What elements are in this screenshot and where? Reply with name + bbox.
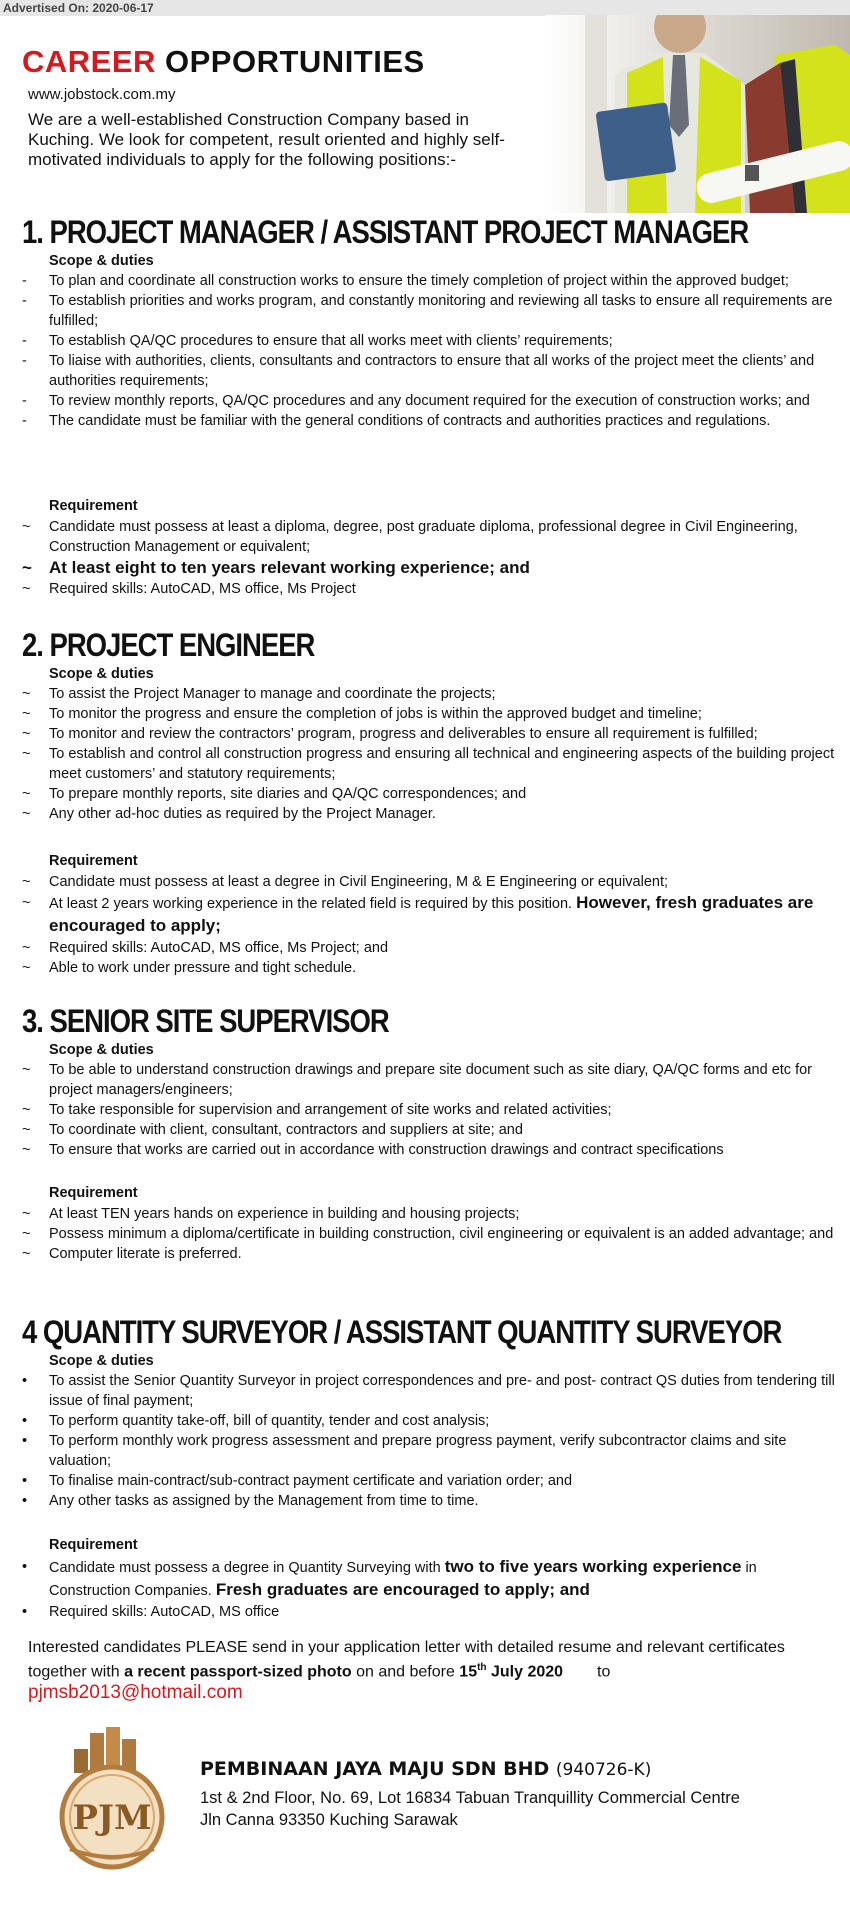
job-4-scope-label: Scope & duties	[49, 1353, 154, 1369]
list-item: ~ Able to work under pressure and tight schedule.	[22, 960, 357, 976]
job-2-duties-list	[22, 684, 842, 824]
list-item: ~ Computer literate is preferred.	[22, 1246, 242, 1262]
experience-emphasis: two to five years working experience	[444, 1557, 742, 1576]
advertised-date: Advertised On: 2020-06-17	[3, 1, 154, 15]
job-4-duties-list	[22, 1371, 842, 1511]
career-opportunities-heading	[22, 44, 425, 80]
job-1-requirements-list	[22, 517, 842, 599]
contact-email[interactable]: pjmsb2013@hotmail.com	[28, 1682, 243, 1703]
fresh-graduates-emphasis: Fresh graduates are encouraged to apply; and	[215, 1580, 590, 1599]
list-item: ~ Any other ad-hoc duties as required by the Project Manager.	[22, 806, 436, 822]
list-item: - To establish QA/QC procedures to ensure that all works meet with clients’ requirements;	[22, 333, 613, 349]
list-item: ~ To monitor and review the contractors’ program, progress and deliverables to ensure all requirement is fulfilled;	[22, 726, 758, 742]
list-item: • To finalise main-contract/sub-contract payment certificate and variation order; and	[22, 1473, 573, 1489]
company-registration: (940726-K)	[555, 1760, 652, 1780]
website-link[interactable]: www.jobstock.com.my	[28, 86, 176, 103]
list-item: ~ To prepare monthly reports, site diaries and QA/QC correspondences; and	[22, 786, 527, 802]
list-item: ~ To be able to understand construction drawings and prepare site document such as site diary, QA/QC forms and etc for project managers/engineers;	[22, 1062, 812, 1098]
logo-text: PJM	[72, 1798, 152, 1838]
list-item: ~ Possess minimum a diploma/certificate in building construction, civil engineering or equivalent is an added advantage; and	[22, 1226, 834, 1242]
list-item: ~ Candidate must possess at least a degree in Civil Engineering, M & E Engineering or equivalent;	[22, 874, 669, 890]
list-item: • To assist the Senior Quantity Surveyor in project correspondences and pre- and post- contract QS duties from tendering till issue of final payment;	[22, 1373, 835, 1409]
opportunities-word: OPPORTUNITIES	[155, 44, 425, 79]
pjm-logo-icon	[52, 1725, 172, 1875]
intro-paragraph: We are a well-established Construction Company based in Kuching. We look for competent, result oriented and highly self-motivated individuals to apply for the following positions:-	[28, 110, 505, 169]
job-3-requirement-label: Requirement	[49, 1185, 138, 1201]
list-item: • Any other tasks as assigned by the Management from time to time.	[22, 1493, 479, 1509]
list-item: ~ Required skills: AutoCAD, MS office, Ms Project	[22, 581, 356, 597]
workers-illustration	[545, 15, 850, 213]
list-item: - The candidate must be familiar with the general conditions of contracts and authorities practices and regulations.	[22, 413, 771, 429]
list-item: • To perform monthly work progress assessment and prepare progress payment, verify subcontractor claims and site valuation;	[22, 1433, 787, 1469]
list-item: ~ At least eight to ten years relevant working experience; and	[22, 558, 530, 577]
list-item: ~ To assist the Project Manager to manage and coordinate the projects;	[22, 686, 496, 702]
list-item: • Required skills: AutoCAD, MS office	[22, 1604, 280, 1620]
job-2-scope-label: Scope & duties	[49, 666, 154, 682]
fresh-graduates-emphasis: However, fresh graduates are encouraged to apply;	[49, 893, 814, 935]
list-item: ~ At least TEN years hands on experience in building and housing projects;	[22, 1206, 520, 1222]
company-name: PEMBINAAN JAYA MAJU SDN BHD (940726-K)	[200, 1758, 652, 1780]
company-address	[200, 1787, 740, 1831]
header-photo-construction-workers	[545, 15, 850, 213]
list-item: - To establish priorities and works program, and constantly monitoring and reviewing all tasks to ensure all requirements are fulfilled;	[22, 293, 833, 329]
advertised-date-bar	[0, 0, 850, 16]
company-logo	[52, 1725, 172, 1875]
list-item: - To plan and coordinate all construction works to ensure the timely completion of project within the approved budget;	[22, 273, 789, 289]
list-item: ~ To coordinate with client, consultant, contractors and suppliers at site; and	[22, 1122, 523, 1138]
job-1-duties-list	[22, 271, 842, 431]
list-item: ~ To establish and control all construction progress and ensuring all technical and engineering aspects of the building project meet customers’ and statutory requirements;	[22, 746, 835, 782]
job-3-scope-label: Scope & duties	[49, 1042, 154, 1058]
career-word: CAREER	[22, 44, 156, 79]
job-4-requirements-list	[22, 1556, 842, 1622]
list-item: ~ Candidate must possess at least a diploma, degree, post graduate diploma, professional degree in Civil Engineering, Construction Management or equivalent;	[22, 519, 798, 555]
job-4-title: 4 QUANTITY SURVEYOR / ASSISTANT QUANTITY SURVEYOR	[22, 1314, 782, 1350]
list-item: • To perform quantity take-off, bill of quantity, tender and cost analysis;	[22, 1413, 490, 1429]
list-item: ~ Required skills: AutoCAD, MS office, Ms Project; and	[22, 940, 389, 956]
address-line-2: Jln Canna 93350 Kuching Sarawak	[200, 1811, 458, 1829]
list-item: ~ To take responsible for supervision and arrangement of site works and related activities;	[22, 1102, 612, 1118]
list-item: - To review monthly reports, QA/QC procedures and any document required for the execution of construction works; and	[22, 393, 810, 409]
job-3-requirements-list	[22, 1204, 842, 1264]
job-1-scope-label: Scope & duties	[49, 253, 154, 269]
job-1-title: 1. PROJECT MANAGER / ASSISTANT PROJECT MANAGER	[22, 214, 749, 250]
list-item: - To liaise with authorities, clients, consultants and contractors to ensure that all works of the project meet the clients’ and authorities requirements;	[22, 353, 815, 389]
list-item: ~ To monitor the progress and ensure the completion of jobs is within the approved budget and timeline;	[22, 706, 702, 722]
list-item: ~ At least 2 years working experience in the related field is required by this position. However, fresh graduates are encouraged to apply;	[22, 893, 814, 935]
job-3-title: 3. SENIOR SITE SUPERVISOR	[22, 1003, 389, 1039]
list-item: ~ To ensure that works are carried out in accordance with construction drawings and contract specifications	[22, 1142, 724, 1158]
job-3-duties-list	[22, 1060, 842, 1160]
job-2-requirements-list	[22, 872, 842, 978]
job-2-title: 2. PROJECT ENGINEER	[22, 627, 315, 663]
job-4-requirement-label: Requirement	[49, 1537, 138, 1553]
application-instructions: Interested candidates PLEASE send in your application letter with detailed resume and relevant certificates together with a recent passport-sized photo on and before 15th July 2020 to	[28, 1639, 785, 1681]
list-item: • Candidate must possess a degree in Quantity Surveying with two to five years working experience in Construction Companies. Fresh graduates are encouraged to apply; and	[22, 1557, 757, 1599]
job-2-requirement-label: Requirement	[49, 853, 138, 869]
job-1-requirement-label: Requirement	[49, 498, 138, 514]
address-line-1: 1st & 2nd Floor, No. 69, Lot 16834 Tabuan Tranquillity Commercial Centre	[200, 1789, 740, 1807]
